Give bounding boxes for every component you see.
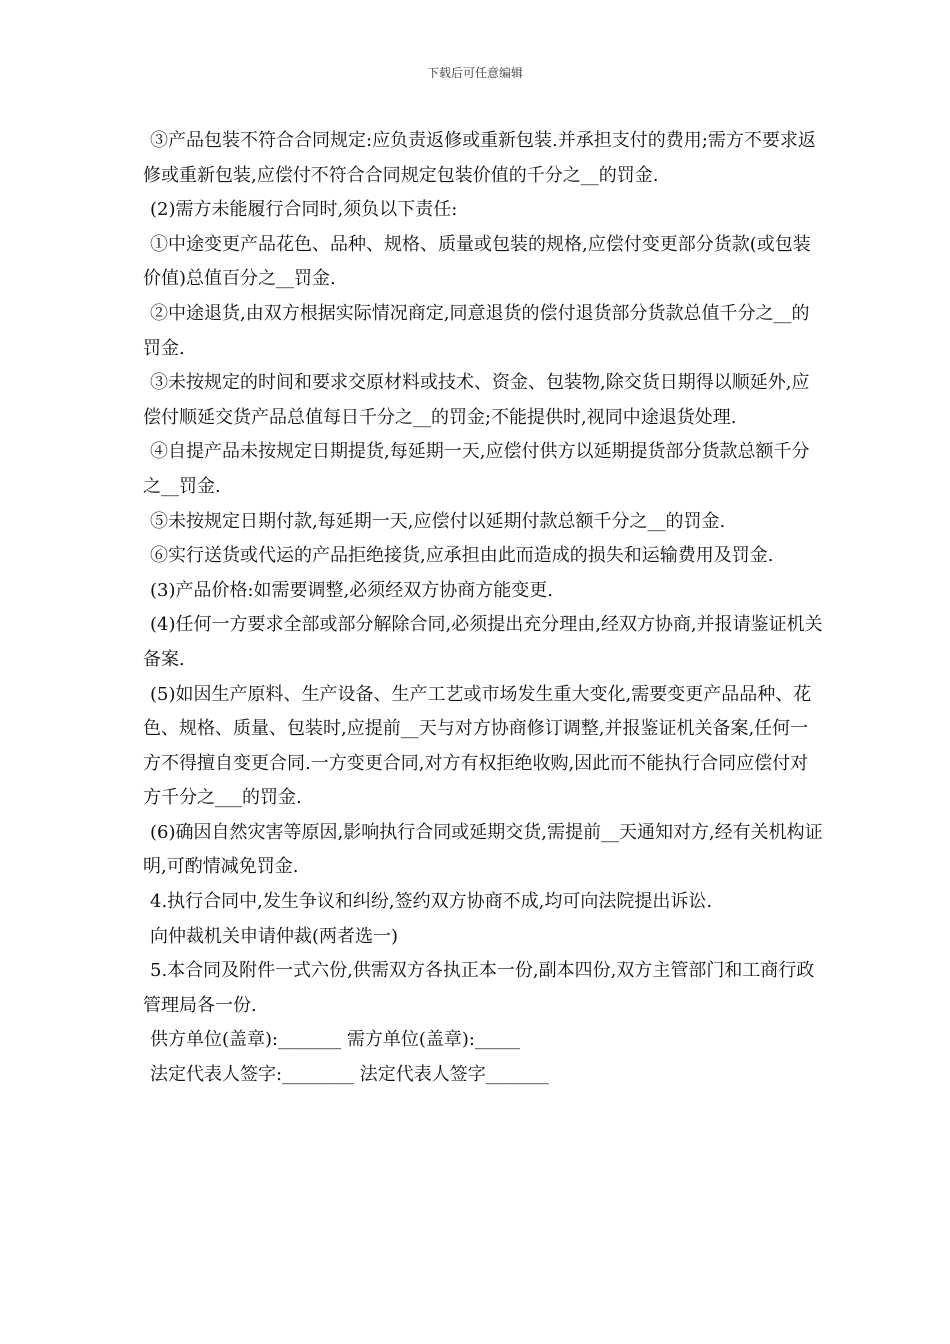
clause-payment-delay: ⑤未按规定日期付款,每延期一天,应偿付以延期付款总额千分之__的罚金. [150,510,726,532]
clause-dispute: 4.执行合同中,发生争议和纠纷,签约双方协商不成,均可向法院提出诉讼. [150,891,713,913]
clause-termination: (4)任何一方要求全部或部分解除合同,必须提出充分理由,经双方协商,并报请鉴证机关备案. [143,614,823,670]
clause-copies: 5.本合同及附件一式六份,供需双方各执正本一份,副本四份,双方主管部门和工商行政管理局各一份. [143,960,815,1016]
clause-major-change: (5)如因生产原料、生产设备、生产工艺或市场发生重大变化,需要变更产品品种、花色、规格、质量、包装时,应提前__天与对方协商修订调整,并报鉴证机关备案,任何一方不得擅自变更合同.一方变更合同,对方有权拒绝收购,因此而不能执行合同应偿付对方千分之___的罚金. [143,683,812,809]
clause-refuse-delivery: ⑥实行送货或代运的产品拒绝接货,应承担由此而造成的损失和运输费用及罚金. [150,545,774,567]
clause-buyer-liability-heading: (2)需方未能履行合同时,须负以下责任: [150,199,458,221]
clause-arbitration: 向仲裁机关申请仲裁(两者选一) [150,925,399,947]
clause-force-majeure: (6)确因自然灾害等原因,影响执行合同或延期交货,需提前__天通知对方,经有关机构证明,可酌情减免罚金. [143,821,823,878]
clause-midway-change: ①中途变更产品花色、品种、规格、质量或包装的规格,应偿付变更部分货款(或包装价值)总值百分之__罚金. [143,233,811,290]
clause-packaging-penalty: ③产品包装不符合合同规定:应负责返修或重新包装.并承担支付的费用;需方不要求返修或重新包装,应偿付不符合合同规定包装价值的千分之__的罚金. [143,130,816,186]
clause-materials-delay: ③未按规定的时间和要求交原材料或技术、资金、包装物,除交货日期得以顺延外,应偿付顺延交货产品总值每日千分之__的罚金;不能提供时,视同中途退货处理. [143,372,810,428]
clause-midway-return: ②中途退货,由双方根据实际情况商定,同意退货的偿付退货部分货款总值千分之__的罚金. [143,302,810,359]
signature-line-representative: 法定代表人签字:________ 法定代表人签字_______ [150,1064,549,1086]
signature-line-seal: 供方单位(盖章):_______ 需方单位(盖章):_____ [150,1029,520,1051]
clause-price-adjustment: (3)产品价格:如需要调整,必须经双方协商方能变更. [150,579,554,601]
clause-pickup-delay: ④自提产品未按规定日期提货,每延期一天,应偿付供方以延期提货部分货款总额千分之__罚金. [143,441,810,497]
page-header: 下载后可任意编辑 [426,66,523,80]
document-body [143,124,823,1093]
